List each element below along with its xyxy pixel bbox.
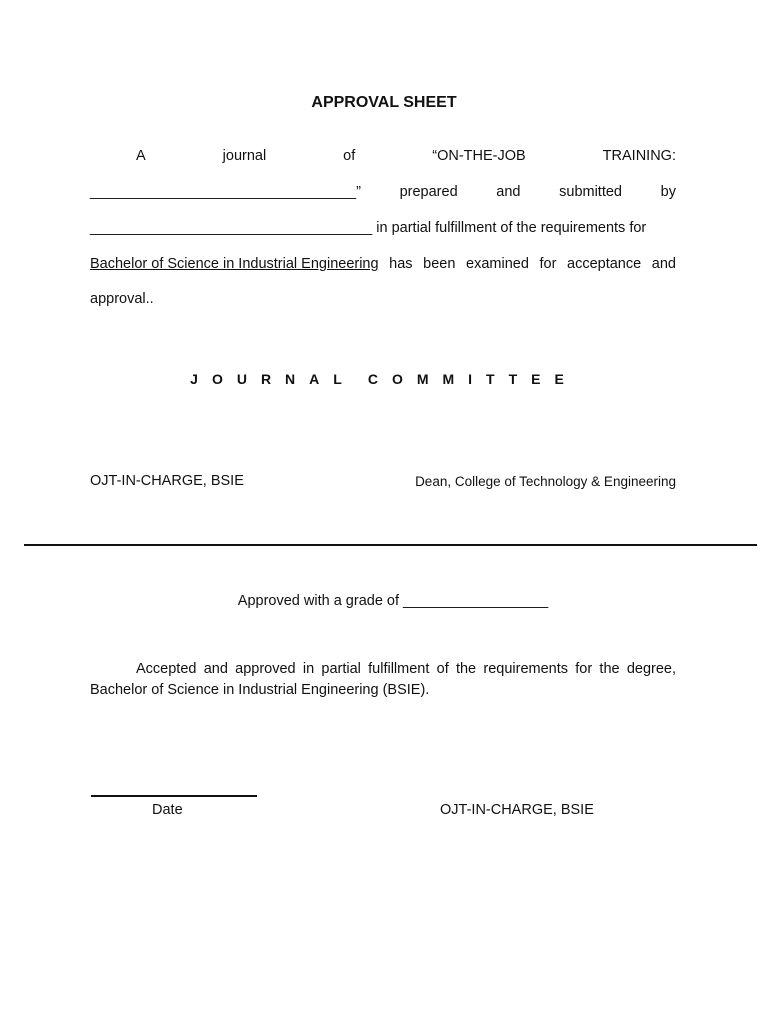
degree-name: Bachelor of Science in Industrial Engineering bbox=[90, 256, 379, 272]
paragraph-line-2 bbox=[90, 182, 676, 202]
word: been bbox=[423, 256, 456, 272]
word: by bbox=[660, 184, 676, 200]
committee-heading bbox=[0, 371, 768, 387]
paragraph-line-1 bbox=[90, 146, 676, 166]
word: A bbox=[136, 148, 146, 164]
word: examined bbox=[466, 256, 529, 272]
word: for bbox=[539, 256, 557, 272]
date-signature-line bbox=[91, 795, 257, 797]
section-divider bbox=[24, 544, 757, 546]
word: “ON-THE-JOB bbox=[432, 148, 526, 164]
committee-word-1: JOURNAL bbox=[190, 371, 356, 387]
word: acceptance bbox=[567, 256, 642, 272]
acceptance-paragraph: Accepted and approved in partial fulfillment of the requirements for the degree, Bachelor of Science in Industrial Engineering (BSIE). bbox=[90, 661, 676, 698]
grade-line: Approved with a grade of __________________ bbox=[237, 593, 549, 609]
ojt-signatory-label: OJT-IN-CHARGE, BSIE bbox=[440, 802, 594, 818]
word: submitted bbox=[559, 184, 622, 200]
document-title: APPROVAL SHEET bbox=[311, 94, 457, 111]
word: TRAINING: bbox=[602, 148, 676, 164]
paragraph-line-4 bbox=[90, 254, 676, 274]
signatory-left: OJT-IN-CHARGE, BSIE bbox=[90, 473, 244, 489]
date-label: Date bbox=[152, 802, 183, 818]
word: journal bbox=[222, 148, 267, 164]
paragraph-line-5: approval.. bbox=[90, 291, 154, 307]
title-blank: _________________________________” bbox=[90, 184, 361, 200]
paragraph-line-3: ___________________________________ in partial fulfillment of the requirements for bbox=[90, 220, 647, 236]
word: and bbox=[496, 184, 521, 200]
word: and bbox=[651, 256, 676, 272]
word: has bbox=[389, 256, 413, 272]
signatory-right: Dean, College of Technology & Engineering bbox=[415, 474, 676, 489]
committee-word-2: COMMITTEE bbox=[367, 371, 578, 387]
word: prepared bbox=[399, 184, 458, 200]
word: of bbox=[343, 148, 356, 164]
